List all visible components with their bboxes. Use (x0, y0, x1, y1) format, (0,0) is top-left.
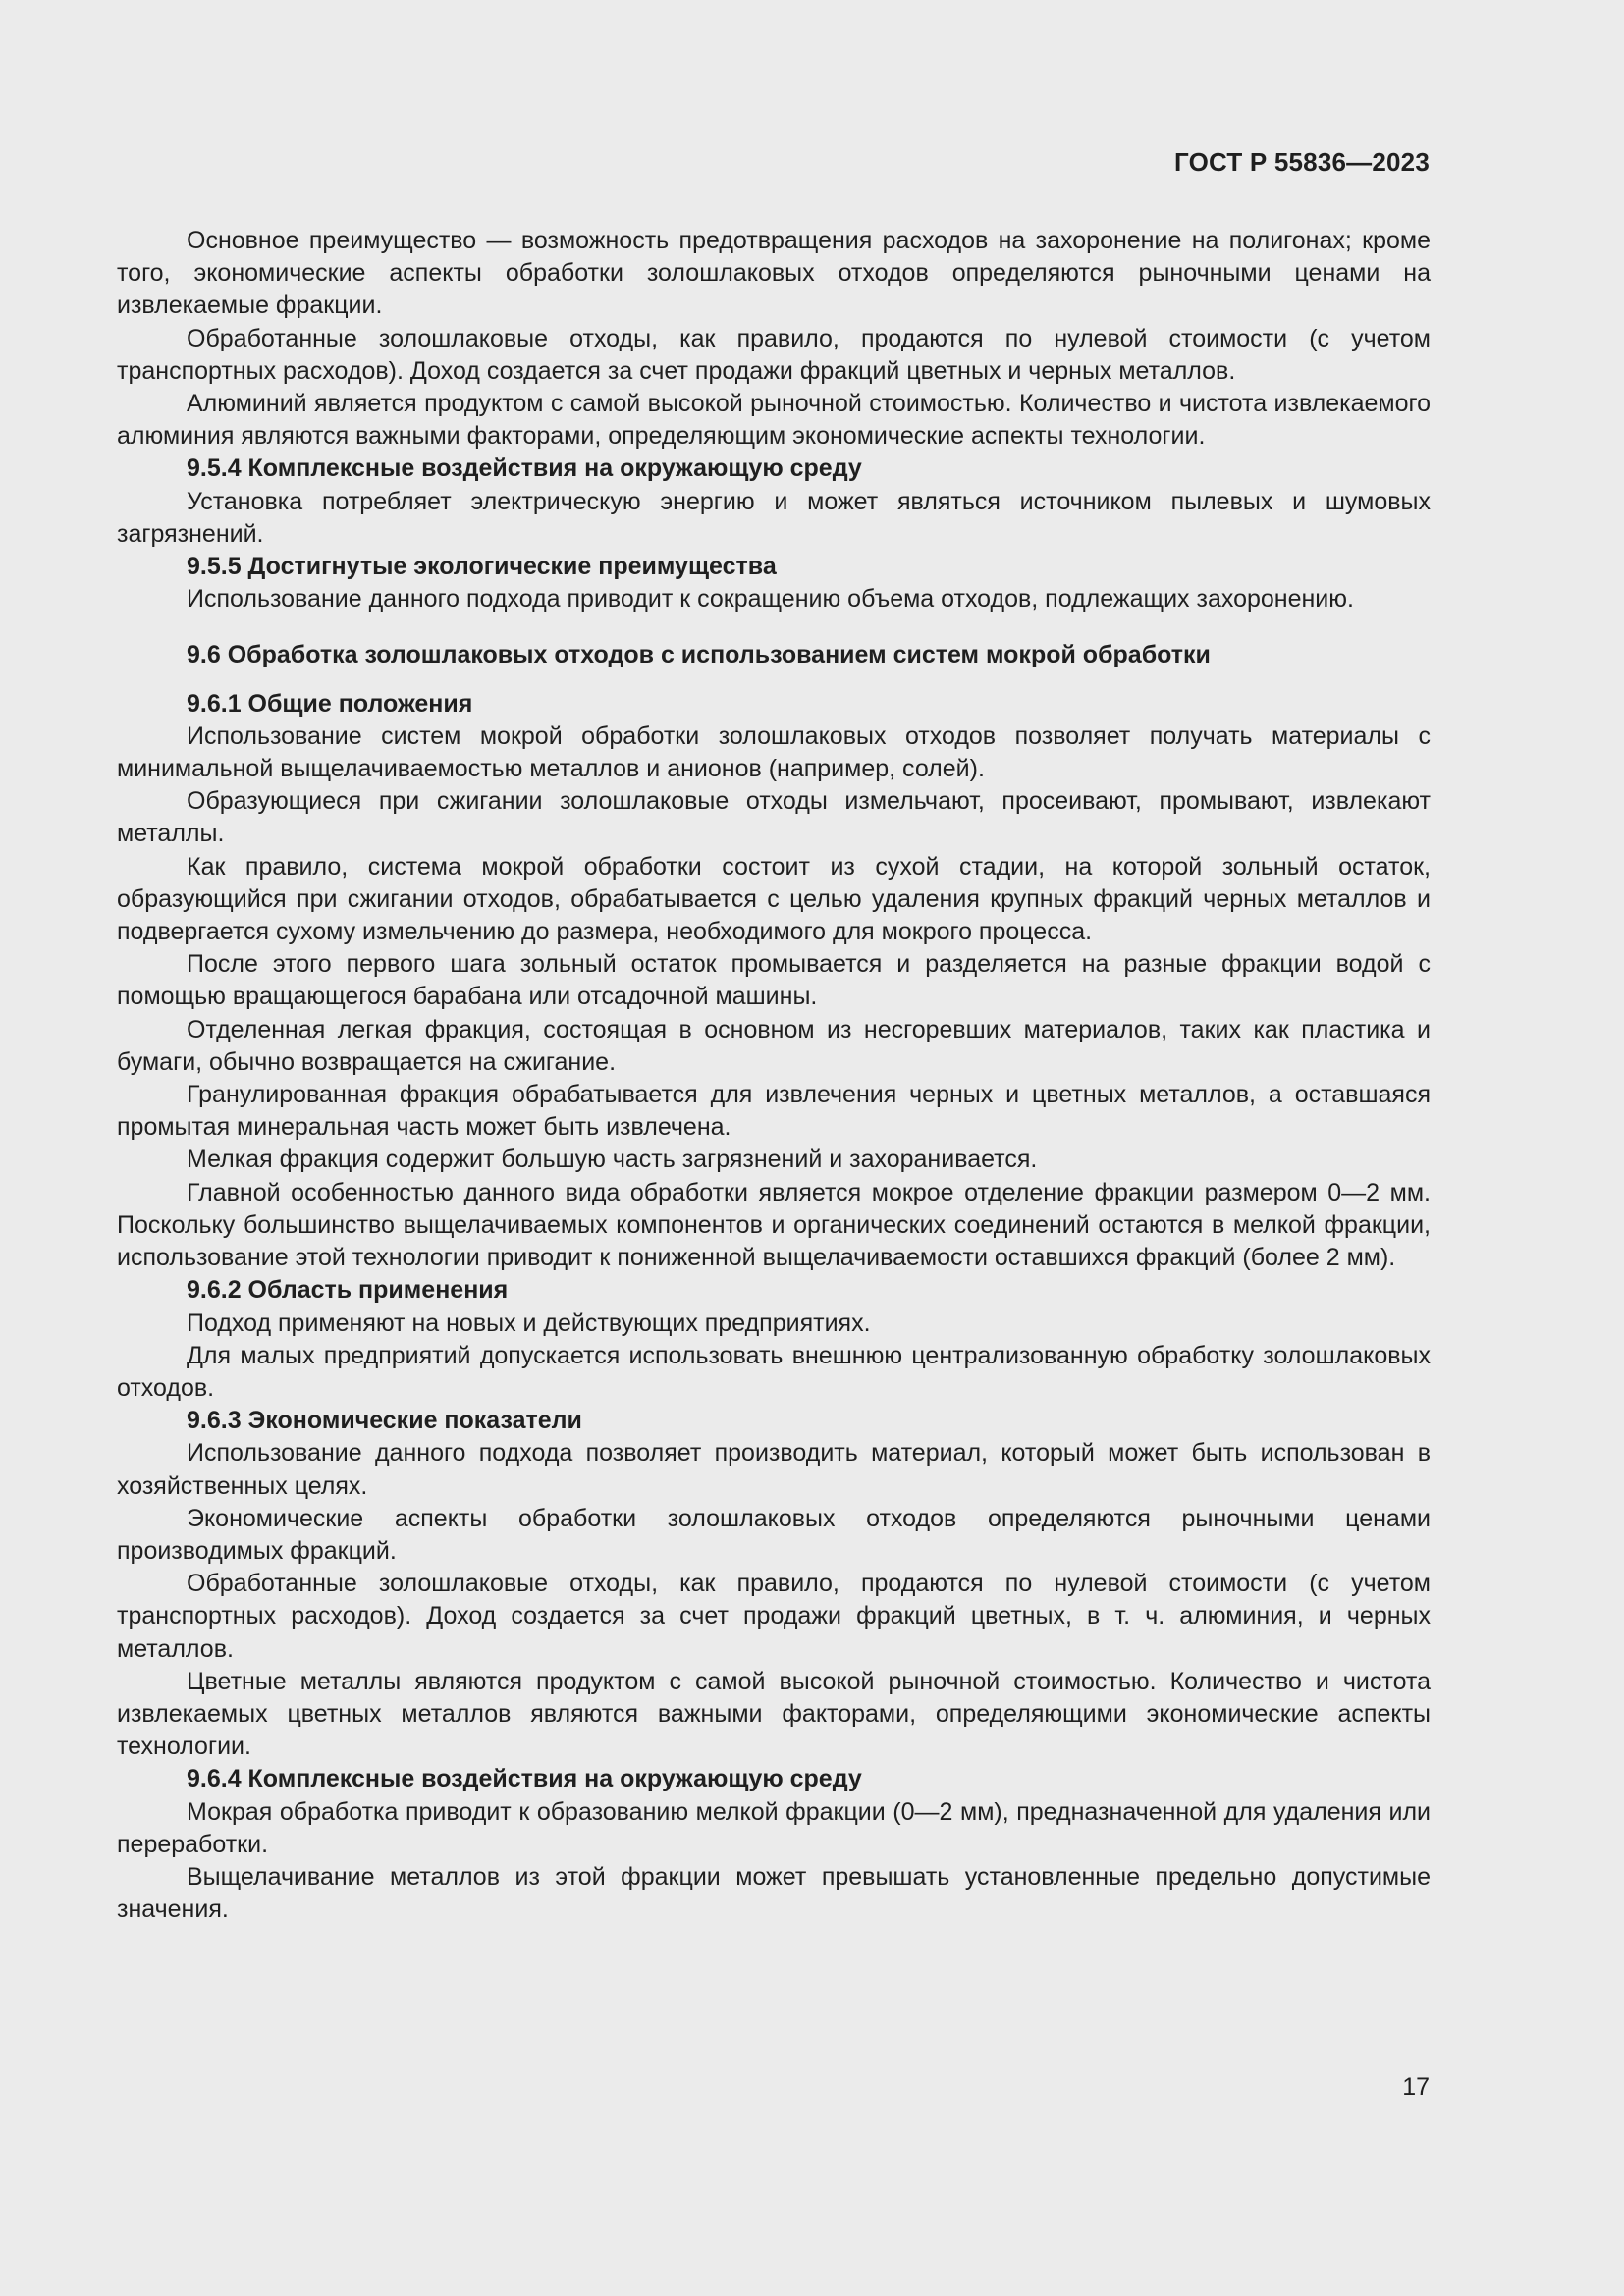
section-heading-9-6-1: 9.6.1 Общие положения (187, 689, 473, 718)
paragraph: Образующиеся при сжигании золошлаковые отходы измельчают, просеивают, промывают, извлекают металлы. (117, 787, 1431, 848)
paragraph: Обработанные золошлаковые отходы, как правило, продаются по нулевой стоимости (с учетом транспортных расходов). Доход создается за счет продажи фракций цветных, в т. ч. алюминия, и черных металлов. (117, 1570, 1431, 1663)
paragraph: Использование данного подхода позволяет производить материал, который может быть использован в хозяйственных целях. (117, 1439, 1431, 1500)
paragraph: Мокрая обработка приводит к образованию мелкой фракции (0—2 мм), предназначенной для удаления или переработки. (117, 1797, 1431, 1858)
section-heading-9-5-4: 9.5.4 Комплексные воздействия на окружающую среду (187, 454, 862, 483)
paragraph: Алюминий является продуктом с самой высокой рыночной стоимостью. Количество и чистота извлекаемого алюминия являются важными факторами, определяющим экономические аспекты технологии. (117, 390, 1431, 451)
section-heading-9-6-2: 9.6.2 Область применения (187, 1276, 509, 1305)
page-number: 17 (1402, 2073, 1430, 2101)
paragraph: Использование данного подхода приводит к сокращению объема отходов, подлежащих захоронению. (187, 585, 1354, 614)
paragraph: Цветные металлы являются продуктом с самой высокой рыночной стоимостью. Количество и чистота извлекаемых цветных металлов являются важными факторами, определяющими экономические аспекты технологии. (117, 1667, 1431, 1761)
document-body (117, 225, 1431, 1926)
paragraph: Установка потребляет электрическую энергию и может являться источником пылевых и шумовых загрязнений. (117, 487, 1431, 548)
paragraph: Мелкая фракция содержит большую часть загрязнений и захоранивается. (187, 1146, 1038, 1174)
section-heading-9-6-4: 9.6.4 Комплексные воздействия на окружающую среду (187, 1765, 862, 1793)
section-heading-9-5-5: 9.5.5 Достигнутые экологические преимущества (187, 553, 777, 581)
paragraph: Использование систем мокрой обработки золошлаковых отходов позволяет получать материалы с минимальной выщелачиваемостью металлов и анионов (например, солей). (117, 721, 1431, 783)
paragraph: Обработанные золошлаковые отходы, как правило, продаются по нулевой стоимости (с учетом транспортных расходов). Доход создается за счет продажи фракций цветных и черных металлов. (117, 324, 1431, 385)
paragraph: Для малых предприятий допускается использовать внешнюю централизованную обработку золошлаковых отходов. (117, 1341, 1431, 1402)
paragraph: Основное преимущество — возможность предотвращения расходов на захоронение на полигонах; кроме того, экономические аспекты обработки золошлаковых отходов определяются рыночными ценами на извлекаемые фракции. (117, 227, 1431, 320)
paragraph: Гранулированная фракция обрабатывается для извлечения черных и цветных металлов, а оставшаяся промытая минеральная часть может быть извлечена. (117, 1081, 1431, 1142)
paragraph: Главной особенностью данного вида обработки является мокрое отделение фракции размером 0—2 мм. Поскольку большинство выщелачиваемых компонентов и органических соединений остаются в мелкой фракции, использование этой технологии приводит к пониженной выщелачиваемости оставшихся фракций (более 2 мм). (117, 1178, 1431, 1272)
paragraph: После этого первого шага зольный остаток промывается и разделяется на разные фракции водой с помощью вращающегося барабана или отсадочной машины. (117, 950, 1431, 1011)
paragraph: Как правило, система мокрой обработки состоит из сухой стадии, на которой зольный остаток, образующийся при сжигании отходов, обрабатывается с целью удаления крупных фракций черных металлов и подвергается сухому измельчению до размера, необходимого для мокрого процесса. (117, 852, 1431, 946)
document-code: ГОСТ Р 55836—2023 (1174, 147, 1430, 177)
paragraph: Подход применяют на новых и действующих предприятиях. (187, 1308, 871, 1337)
section-heading-9-6-3: 9.6.3 Экономические показатели (187, 1407, 582, 1435)
section-heading-9-6: 9.6 Обработка золошлаковых отходов с использованием систем мокрой обработки (187, 641, 1211, 669)
paragraph: Экономические аспекты обработки золошлаковых отходов определяются рыночными ценами производимых фракций. (117, 1504, 1431, 1565)
paragraph: Выщелачивание металлов из этой фракции может превышать установленные предельно допустимые значения. (117, 1862, 1431, 1924)
paragraph: Отделенная легкая фракция, состоящая в основном из несгоревших материалов, таких как пластика и бумаги, обычно возвращается на сжигание. (117, 1015, 1431, 1076)
